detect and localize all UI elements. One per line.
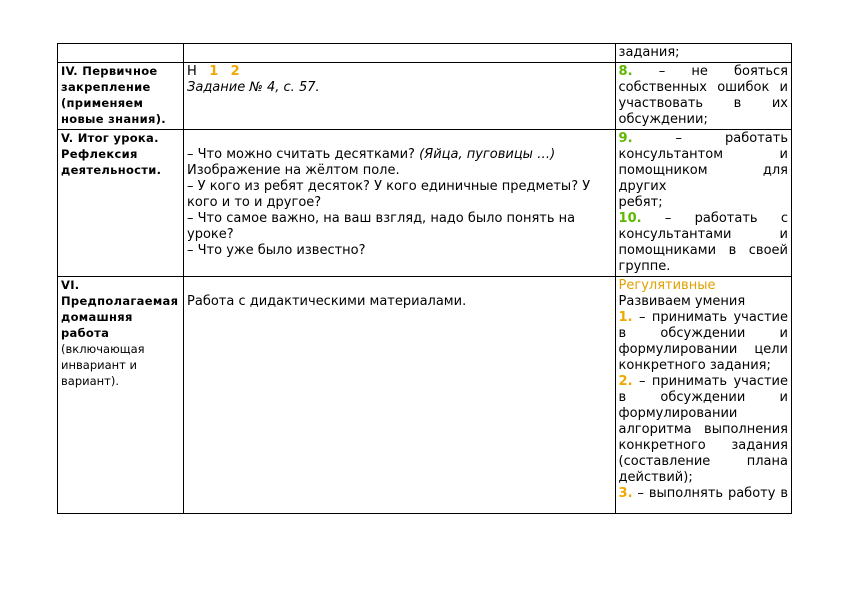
- table-row: [58, 44, 792, 63]
- content-cell: [184, 277, 616, 514]
- task-line: [187, 64, 612, 80]
- stage-note: (включающая инвариант и вариант).: [61, 342, 145, 388]
- skill-number: 8.: [618, 64, 633, 79]
- stage-cell: [58, 277, 184, 514]
- question: – Что уже было известно?: [187, 243, 366, 258]
- skills-cell: [615, 277, 791, 514]
- skills-cell: [615, 63, 791, 130]
- skill-text-end: конкретного задания;: [618, 358, 771, 373]
- skill-text-end: обсуждении;: [618, 112, 708, 127]
- skill-text: – работать консультантом и помощником для других: [618, 131, 788, 194]
- question: – Что самое важно, на ваш взгляд, надо было понять на уроке?: [187, 211, 576, 242]
- skill-item: [619, 310, 788, 358]
- skill-number: 2.: [618, 374, 633, 389]
- content-cell: [184, 44, 616, 63]
- stage-cell: [58, 44, 184, 63]
- regulative-heading: Регулятивные: [618, 278, 716, 293]
- content-cell: [184, 63, 616, 130]
- question-note: Изображение на жёлтом поле.: [187, 163, 400, 178]
- stage-number: V: [61, 131, 69, 145]
- skill-text: – выполнять работу в: [637, 486, 788, 501]
- skills-cell: [615, 130, 791, 277]
- skill-item: [619, 131, 788, 195]
- stage-title: . Первичное закрепление (применяем новые знания).: [61, 64, 166, 126]
- task-number-1: 1: [209, 64, 219, 79]
- skill-text-end: ребят;: [618, 195, 663, 210]
- skill-text-end: действий);: [618, 470, 693, 485]
- stage-number: IV: [61, 64, 74, 78]
- skill-item: [619, 374, 788, 470]
- skill-text: – работать с консультантами и помощниками в своей: [618, 211, 788, 258]
- skill-text: – не бояться собственных ошибок и участвовать в их: [618, 64, 788, 111]
- skills-subheading: Развиваем умения: [618, 294, 746, 309]
- content-cell: [184, 130, 616, 277]
- question-answer: (Яйца, пуговицы …): [419, 147, 556, 162]
- task-number-2: 2: [230, 64, 240, 79]
- skill-text: – принимать участие в обсуждении и формулировании цели: [618, 310, 788, 357]
- question: [187, 147, 612, 163]
- skills-cell: [615, 44, 791, 63]
- skill-number: 1.: [618, 310, 633, 325]
- skill-text-end: группе.: [618, 259, 671, 274]
- task-reference: Задание № 4, с. 57.: [187, 80, 320, 95]
- skill-number: 9.: [618, 131, 633, 146]
- stage-cell: [58, 130, 184, 277]
- skill-number: 3.: [618, 486, 633, 501]
- stage-title: . Предполагаемая домашняя работа: [61, 278, 179, 340]
- skills-text: задания;: [618, 45, 680, 60]
- stage-cell: [58, 63, 184, 130]
- skill-text: – принимать участие в обсуждении и формулировании алгоритма выполнения конкретного задания (составление плана: [618, 374, 788, 469]
- table-row: [58, 63, 792, 130]
- table-row: [58, 130, 792, 277]
- task-prefix: Н: [187, 64, 197, 79]
- question: – У кого из ребят десяток? У кого единичные предметы? У кого и то и другое?: [187, 179, 591, 210]
- skill-number: 10.: [618, 211, 642, 226]
- stage-number: VI: [61, 278, 75, 292]
- stage-title: . Итог урока. Рефлексия деятельности.: [61, 131, 162, 177]
- homework-text: Работа с дидактическими материалами.: [187, 294, 467, 309]
- skill-item: [619, 486, 788, 502]
- skill-item: [619, 64, 788, 112]
- table-row: [58, 277, 792, 514]
- skill-item: [619, 211, 788, 259]
- question-text: – Что можно считать десятками?: [187, 147, 415, 162]
- lesson-plan-table: [57, 43, 792, 514]
